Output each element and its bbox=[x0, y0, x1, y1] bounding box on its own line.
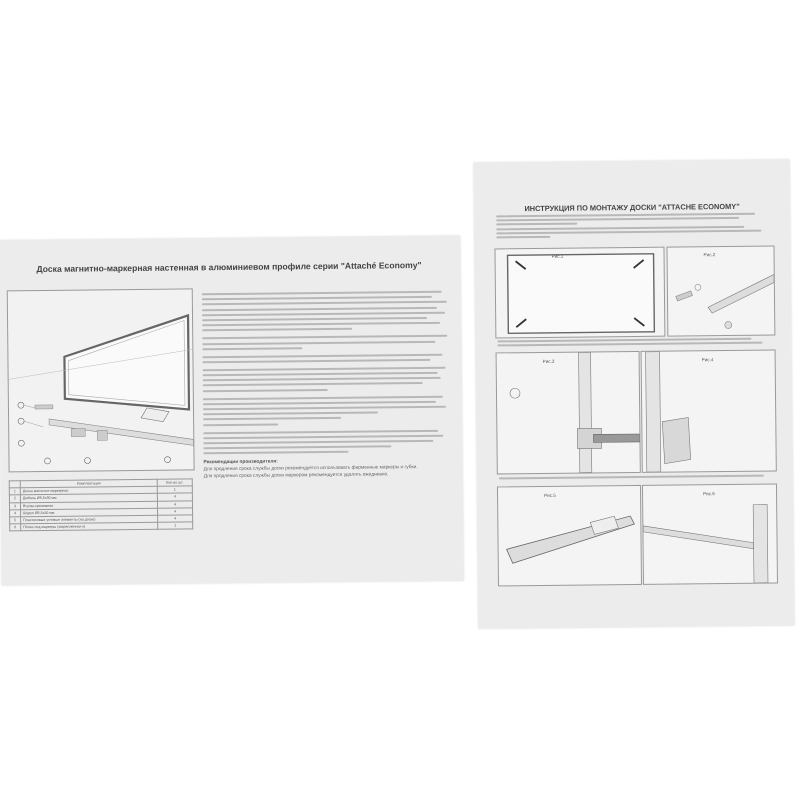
figure-5 bbox=[497, 485, 642, 587]
table-header: Кол-во шт. bbox=[157, 479, 192, 487]
figure-2-drawing bbox=[667, 247, 774, 336]
recommendations-heading: Рекомендации производителя: bbox=[203, 459, 278, 466]
sheet-title: Доска магнитно-маркерная настенная в алюминиевом профиле серии "Attaché Economy" bbox=[36, 259, 422, 275]
table-row bbox=[10, 522, 193, 531]
table-cell: 3 bbox=[9, 502, 20, 509]
figure-5-label: Рис.5 bbox=[544, 492, 556, 498]
figure-4-drawing bbox=[642, 351, 776, 472]
recommendation-1: Для продления срока службы доски рекомендуется использовать фирменные маркеры и губки. bbox=[203, 465, 418, 473]
table-cell: 4 bbox=[157, 500, 192, 508]
table-cell: 1 bbox=[9, 488, 20, 495]
steps-text-2 bbox=[497, 338, 767, 349]
figure-6 bbox=[642, 484, 778, 585]
figure-3-label: Рис.3 bbox=[542, 358, 555, 364]
table-cell: Втулка крепежная bbox=[20, 501, 157, 510]
table-cell: 2 bbox=[9, 495, 20, 502]
board-drawing bbox=[8, 289, 194, 471]
table-cell: 4 bbox=[158, 515, 193, 523]
instruction-sheet bbox=[474, 159, 795, 628]
board-illustration bbox=[7, 288, 195, 472]
table-cell: Доска магнитно-маркерная bbox=[20, 486, 157, 495]
figure-3-drawing bbox=[497, 352, 640, 473]
description-sheet bbox=[0, 236, 464, 586]
figure-1-drawing bbox=[495, 248, 664, 338]
table-cell: Шуруп Ø5,5х30 мм bbox=[21, 508, 158, 517]
figure-2 bbox=[666, 246, 775, 337]
figure-4 bbox=[641, 350, 777, 473]
table-cell: Дюбель Ø5,5х30 мм bbox=[20, 494, 157, 503]
table-cell: 1 bbox=[158, 522, 193, 530]
figure-2-label: Рис.2 bbox=[703, 252, 716, 258]
figure-6-drawing bbox=[643, 485, 777, 584]
instruction-title: ИНСТРУКЦИЯ ПО МОНТАЖУ ДОСКИ "ATTACHE ECONOMY" bbox=[524, 201, 740, 214]
figure-5-drawing bbox=[498, 486, 641, 585]
figure-4-label: Рис.4 bbox=[701, 357, 714, 363]
kit-table bbox=[9, 478, 194, 531]
recommendation-2: Для продления срока службы доски маркером рекомендуется удалять ежедневно. bbox=[203, 472, 389, 480]
figure-6-label: Рис.6 bbox=[703, 491, 715, 497]
steps-text-1 bbox=[496, 226, 766, 241]
table-header: Комплектация bbox=[20, 479, 157, 488]
steps-text-3 bbox=[499, 475, 769, 482]
table-cell: 4 bbox=[157, 493, 192, 501]
table-cell: Пластиковые угловые элементы (на доске) bbox=[21, 515, 158, 524]
table-cell: 4 bbox=[10, 509, 21, 516]
figure-1-label: Рис.1 bbox=[551, 253, 564, 259]
figure-3 bbox=[496, 351, 641, 475]
table-cell: 5 bbox=[10, 517, 21, 524]
table-cell: Полка под маркеры (закрепленная к) bbox=[21, 522, 158, 531]
table-cell: 1 bbox=[157, 486, 192, 494]
table-cell: 4 bbox=[158, 508, 193, 516]
figure-1 bbox=[494, 247, 665, 339]
table-cell: 6 bbox=[10, 524, 21, 531]
description-text bbox=[202, 291, 454, 482]
